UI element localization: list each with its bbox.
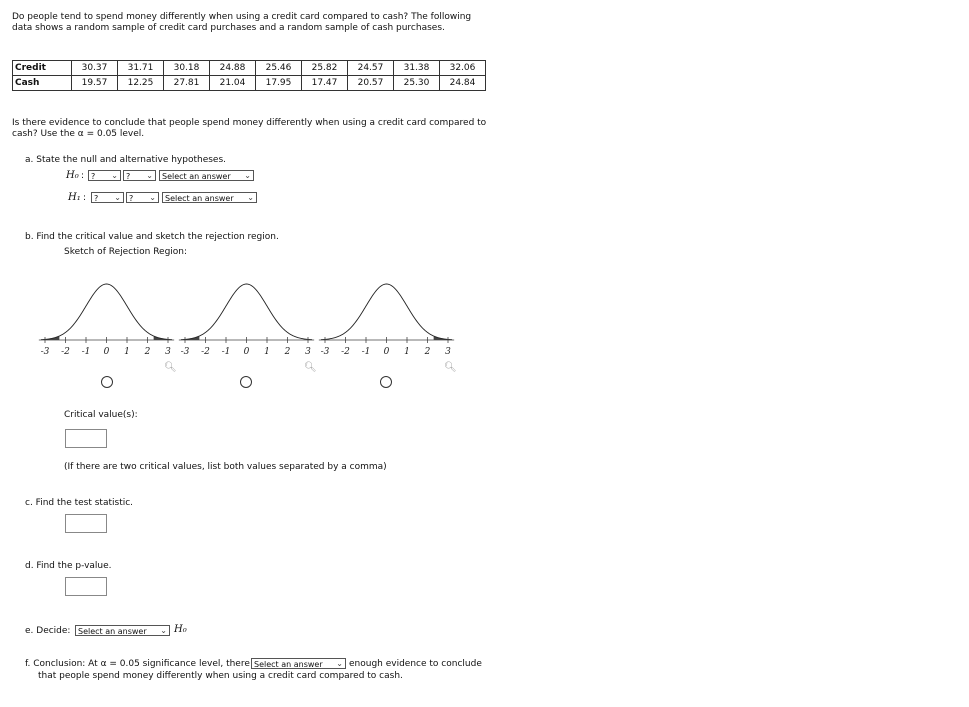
data-table — [12, 60, 486, 91]
question-text — [12, 118, 486, 140]
rejection-region-sketches — [0, 278, 969, 398]
test-statistic-input[interactable] — [65, 514, 107, 533]
row-label: Credit — [13, 61, 72, 76]
normal-curve-sketch — [39, 284, 174, 357]
h1-colon: : — [83, 193, 87, 203]
x-tick-label: 1 — [264, 347, 270, 357]
x-tick-label: 1 — [124, 347, 130, 357]
table-cell: 27.81 — [164, 76, 210, 91]
select-value: Select an answer — [162, 172, 231, 181]
sketch-label: Sketch of Rejection Region: — [64, 247, 188, 257]
table-cell: 17.95 — [256, 76, 302, 91]
bell-curve — [41, 284, 172, 340]
critical-value-input[interactable] — [65, 429, 107, 448]
x-tick-label: 0 — [383, 347, 390, 357]
h1-operator-select[interactable] — [126, 192, 159, 203]
intro-text — [12, 12, 471, 34]
chevron-down-icon: ⌄ — [247, 193, 254, 202]
h0-operator-select[interactable] — [123, 170, 156, 181]
h0-colon: : — [81, 171, 85, 181]
table-cell: 30.37 — [72, 61, 118, 76]
question-line-2: cash? Use the α = 0.05 level. — [12, 129, 145, 139]
normal-curve-sketch — [319, 284, 454, 357]
x-tick-label: 0 — [243, 347, 250, 357]
critical-value-label: Critical value(s): — [64, 410, 138, 420]
table-row-credit — [13, 61, 486, 76]
table-cell: 24.84 — [440, 76, 486, 91]
x-tick-label: 2 — [144, 347, 151, 357]
bell-curve — [321, 284, 452, 340]
table-cell: 21.04 — [210, 76, 256, 91]
chevron-down-icon: ⌄ — [149, 193, 156, 202]
table-cell: 25.30 — [394, 76, 440, 91]
x-tick-label: -3 — [40, 347, 50, 357]
sketch-option-two-tailed-radio[interactable] — [101, 376, 113, 388]
magnifier-icon[interactable]: 🔍︎ — [304, 362, 317, 373]
table-cell: 32.06 — [440, 61, 486, 76]
intro-line-1: Do people tend to spend money differently when using a credit card compared to cash? The following — [12, 12, 472, 22]
x-tick-label: -2 — [201, 347, 210, 357]
h1-symbol: H₁ — [68, 192, 81, 203]
x-tick-label: -1 — [361, 347, 371, 357]
chevron-down-icon: ⌄ — [111, 171, 118, 180]
chevron-down-icon: ⌄ — [244, 171, 251, 180]
critical-value-note: (If there are two critical values, list both values separated by a comma) — [64, 462, 387, 472]
select-value: ? — [94, 194, 99, 203]
part-c-label: c. Find the test statistic. — [25, 498, 134, 508]
select-value: ? — [91, 172, 96, 181]
table-cell: 30.18 — [164, 61, 210, 76]
table-cell: 31.38 — [394, 61, 440, 76]
h1-param-select[interactable] — [91, 192, 124, 203]
bell-curve — [181, 284, 312, 340]
h0-symbol: H₀ — [66, 170, 79, 181]
x-tick-label: -1 — [81, 347, 91, 357]
x-tick-label: -3 — [320, 347, 330, 357]
select-value: Select an answer — [254, 660, 323, 669]
magnifier-icon[interactable]: 🔍︎ — [444, 362, 457, 373]
row-label: Cash — [13, 76, 72, 91]
table-cell: 24.57 — [348, 61, 394, 76]
table-row-cash — [13, 76, 486, 91]
select-value: ? — [126, 172, 131, 181]
magnifier-icon[interactable]: 🔍︎ — [164, 362, 177, 373]
table-cell: 31.71 — [118, 61, 164, 76]
x-tick-label: -3 — [180, 347, 190, 357]
table-cell: 20.57 — [348, 76, 394, 91]
part-e-label: e. Decide: — [25, 626, 71, 636]
table-cell: 17.47 — [302, 76, 348, 91]
select-value: ? — [129, 194, 134, 203]
h1-value-select[interactable] — [162, 192, 257, 203]
table-cell: 24.88 — [210, 61, 256, 76]
part-f-suffix: enough evidence to conclude — [349, 659, 482, 669]
h0-param-select[interactable] — [88, 170, 121, 181]
table-cell: 12.25 — [118, 76, 164, 91]
part-f-prefix: f. Conclusion: At α = 0.05 significance level, there — [25, 659, 250, 669]
chevron-down-icon: ⌄ — [336, 659, 343, 668]
h0-symbol: H₀ — [174, 624, 187, 635]
x-tick-label: -2 — [341, 347, 350, 357]
x-tick-label: 3 — [445, 347, 451, 357]
part-f-line-2: that people spend money differently when using a credit card compared to cash. — [38, 671, 403, 681]
x-tick-label: 2 — [284, 347, 291, 357]
sketch-option-right-tailed-radio[interactable] — [380, 376, 392, 388]
normal-curve-sketch — [179, 284, 314, 357]
sketch-option-left-tailed-radio[interactable] — [240, 376, 252, 388]
select-value: Select an answer — [78, 627, 147, 636]
x-tick-label: 3 — [305, 347, 311, 357]
table-cell: 19.57 — [72, 76, 118, 91]
p-value-input[interactable] — [65, 577, 107, 596]
chevron-down-icon: ⌄ — [160, 626, 167, 635]
question-line-1: Is there evidence to conclude that people spend money differently when using a credit card compared to — [12, 118, 487, 128]
part-b-label: b. Find the critical value and sketch the rejection region. — [25, 232, 279, 242]
table-cell: 25.46 — [256, 61, 302, 76]
x-tick-label: -1 — [221, 347, 231, 357]
x-tick-label: -2 — [61, 347, 70, 357]
x-tick-label: 3 — [165, 347, 171, 357]
conclusion-select[interactable] — [251, 658, 346, 669]
part-d-label: d. Find the p-value. — [25, 561, 112, 571]
x-tick-label: 0 — [103, 347, 110, 357]
table-cell: 25.82 — [302, 61, 348, 76]
h0-value-select[interactable] — [159, 170, 254, 181]
decide-select[interactable] — [75, 625, 170, 636]
x-tick-label: 1 — [404, 347, 410, 357]
part-a-label: a. State the null and alternative hypotheses. — [25, 155, 227, 165]
chevron-down-icon: ⌄ — [146, 171, 153, 180]
chevron-down-icon: ⌄ — [114, 193, 121, 202]
x-tick-label: 2 — [424, 347, 431, 357]
select-value: Select an answer — [165, 194, 234, 203]
intro-line-2: data shows a random sample of credit card purchases and a random sample of cash purchases. — [12, 23, 445, 33]
